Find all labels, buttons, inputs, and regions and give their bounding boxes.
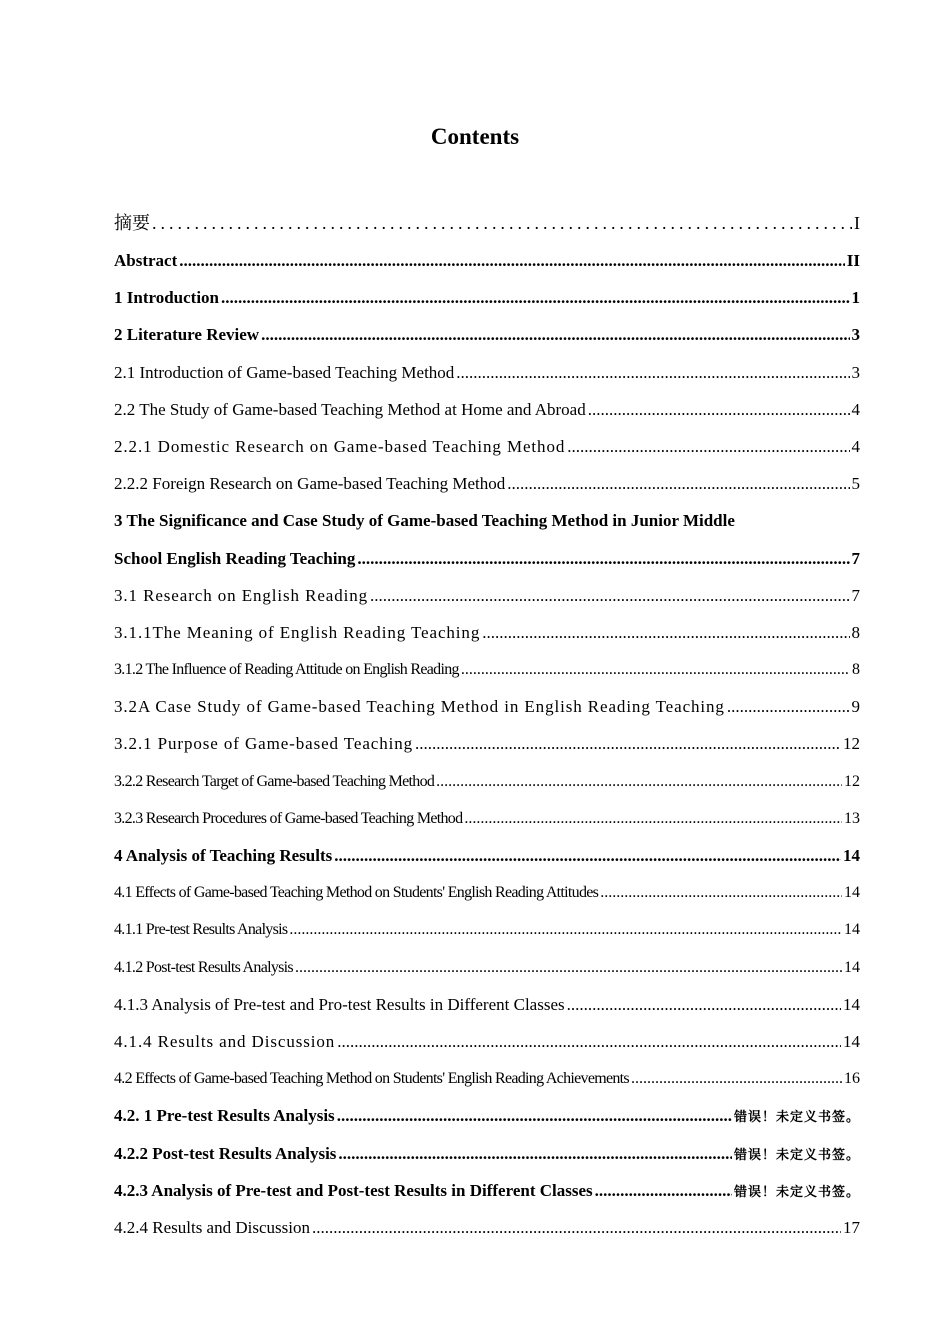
toc-page-number: 4 [851, 436, 860, 456]
toc-entry-label: 4.2 Effects of Game-based Teaching Method on Students' English Reading Achievements [114, 1070, 629, 1088]
toc-entry[interactable] [114, 360, 860, 397]
toc-entry[interactable] [114, 917, 860, 954]
toc-dot-leader [436, 769, 842, 795]
toc-entry-label: Abstract [114, 251, 178, 270]
toc-entry[interactable] [114, 992, 860, 1029]
toc-page-number: 4 [851, 399, 860, 419]
toc-dot-leader [261, 322, 849, 348]
toc-page-number: 9 [851, 697, 860, 717]
toc-dot-leader [507, 471, 849, 497]
toc-dot-leader [727, 694, 850, 720]
toc-page-number: 12 [843, 734, 860, 754]
toc-entry-label: 4.1.2 Post-test Results Analysis [114, 958, 293, 976]
toc-dot-leader [567, 992, 841, 1018]
toc-entry[interactable] [114, 1029, 860, 1066]
toc-entry-label: 4 Analysis of Teaching Results [114, 846, 333, 865]
toc-entry[interactable] [114, 1103, 860, 1140]
toc-entry[interactable] [114, 546, 860, 583]
toc-entry-label: 3.2.1 Purpose of Game-based Teaching [114, 734, 414, 754]
toc-entry-label: 2.2.2 Foreign Research on Game-based Teaching Method [114, 474, 506, 494]
toc-dot-leader [338, 1141, 732, 1167]
toc-page-number: 17 [843, 1217, 860, 1237]
toc-entry-label: 3.1.2 The Influence of Reading Attitude on English Reading [114, 661, 459, 679]
toc-dot-leader [179, 248, 845, 274]
toc-entry-label: 4.2.2 Post-test Results Analysis [114, 1143, 337, 1163]
toc-entry-label: 1 Introduction [114, 288, 220, 308]
toc-entry[interactable] [114, 731, 860, 768]
toc-entry-label: 4.1.1 Pre-test Results Analysis [114, 921, 288, 939]
toc-page-number: 13 [844, 809, 860, 827]
toc-entry[interactable] [114, 843, 860, 880]
toc-entry[interactable] [114, 471, 860, 508]
toc-entry[interactable] [114, 1215, 860, 1252]
toc-dot-leader [631, 1066, 842, 1092]
toc-dot-leader [456, 360, 849, 386]
toc-dot-leader [295, 955, 842, 981]
toc-entry[interactable] [114, 880, 860, 917]
toc-page-number: 7 [851, 548, 860, 568]
toc-dot-leader [600, 880, 842, 906]
toc-entry[interactable] [114, 1066, 860, 1103]
toc-page-number: 14 [843, 1031, 860, 1051]
toc-entry-label: 3.2A Case Study of Game-based Teaching Method in English Reading Teaching [114, 697, 725, 717]
toc-entry[interactable] [114, 694, 860, 731]
toc-dot-leader [567, 434, 849, 460]
toc-entry[interactable] [114, 806, 860, 843]
toc-page-number: II [846, 251, 860, 270]
toc-entry-label: 4.1.3 Analysis of Pre-test and Pro-test Results in Different Classes [114, 994, 565, 1014]
toc-page-number: 12 [844, 772, 860, 790]
toc-entry-label: School English Reading Teaching [114, 548, 356, 568]
toc-entry-label: 3.1 Research on English Reading [114, 585, 369, 605]
toc-entry-label: 4.2.4 Results and Discussion [114, 1217, 310, 1237]
toc-page-number: 5 [851, 474, 860, 494]
toc-entry-label: 3 The Significance and Case Study of Game-based Teaching Method in Junior Middle [114, 511, 735, 531]
toc-dot-leader [312, 1215, 841, 1241]
toc-entry[interactable] [114, 769, 860, 806]
toc-dot-leader [357, 546, 849, 572]
toc-dot-leader [464, 806, 842, 832]
toc-dot-leader [289, 917, 842, 943]
toc-entry[interactable] [114, 322, 860, 359]
toc-entry-label: 3.2.2 Research Target of Game-based Teaching Method [114, 772, 435, 790]
toc-dot-leader [370, 583, 849, 609]
toc-entry-label: 2.2.1 Domestic Research on Game-based Teaching Method [114, 436, 566, 456]
contents-title: Contents [430, 124, 520, 149]
toc-entry[interactable] [114, 955, 860, 992]
toc-page-number: 14 [844, 921, 860, 939]
toc-entry-label: 摘要 [114, 213, 150, 233]
toc-entry[interactable] [114, 397, 860, 434]
toc-entry-label: 2.2 The Study of Game-based Teaching Method at Home and Abroad [114, 399, 586, 419]
toc-dot-leader [415, 731, 841, 757]
toc-entry-label: 3.2.3 Research Procedures of Game-based Teaching Method [114, 809, 463, 827]
toc-entry-label: 4.2. 1 Pre-test Results Analysis [114, 1106, 335, 1126]
toc-page-number: 3 [851, 325, 860, 345]
toc-dot-leader [152, 210, 852, 236]
toc-dot-leader [461, 657, 850, 683]
toc-dot-leader [334, 843, 841, 869]
toc-entry[interactable] [114, 508, 860, 545]
toc-entry-label: 3.1.1The Meaning of English Reading Teaching [114, 622, 481, 642]
toc-dot-leader [588, 397, 850, 423]
toc-entry-label: 4.2.3 Analysis of Pre-test and Post-test Results in Different Classes [114, 1180, 593, 1200]
toc-page-number: 8 [852, 661, 860, 679]
toc-page-number: 3 [851, 362, 860, 382]
toc-entry-label: 2 Literature Review [114, 325, 260, 345]
toc-page-number: 14 [844, 958, 860, 976]
toc-page-number: 错误！未定义书签。 [733, 1184, 860, 1200]
toc-entry[interactable] [114, 583, 860, 620]
toc-entry[interactable] [114, 434, 860, 471]
toc-entry[interactable] [114, 657, 860, 694]
toc-entry[interactable] [114, 1178, 860, 1215]
toc-entry-label: 2.1 Introduction of Game-based Teaching Method [114, 362, 455, 382]
toc-dot-leader [482, 620, 849, 646]
toc-entry-label: 4.1.4 Results and Discussion [114, 1031, 336, 1051]
toc-page-number: I [854, 213, 860, 233]
table-of-contents [114, 210, 860, 1252]
toc-page-number: 8 [851, 622, 860, 642]
toc-dot-leader [595, 1178, 732, 1204]
toc-dot-leader [337, 1029, 841, 1055]
toc-dot-leader [337, 1103, 732, 1129]
toc-entry[interactable] [114, 210, 860, 248]
toc-entry[interactable] [114, 248, 860, 285]
toc-page-number: 16 [844, 1070, 860, 1088]
toc-entry-label: 4.1 Effects of Game-based Teaching Method on Students' English Reading Attitudes [114, 884, 599, 902]
toc-page-number: 错误！未定义书签。 [733, 1110, 860, 1126]
toc-page-number: 14 [843, 846, 860, 865]
toc-entry[interactable] [114, 285, 860, 322]
toc-entry[interactable] [114, 620, 860, 657]
toc-page-number: 14 [844, 884, 860, 902]
toc-page-number: 14 [843, 994, 860, 1014]
toc-page-number: 7 [851, 585, 860, 605]
toc-dot-leader [221, 285, 849, 311]
toc-page-number: 1 [851, 288, 860, 308]
toc-entry[interactable] [114, 1141, 860, 1178]
toc-page-number: 错误！未定义书签。 [733, 1147, 860, 1163]
